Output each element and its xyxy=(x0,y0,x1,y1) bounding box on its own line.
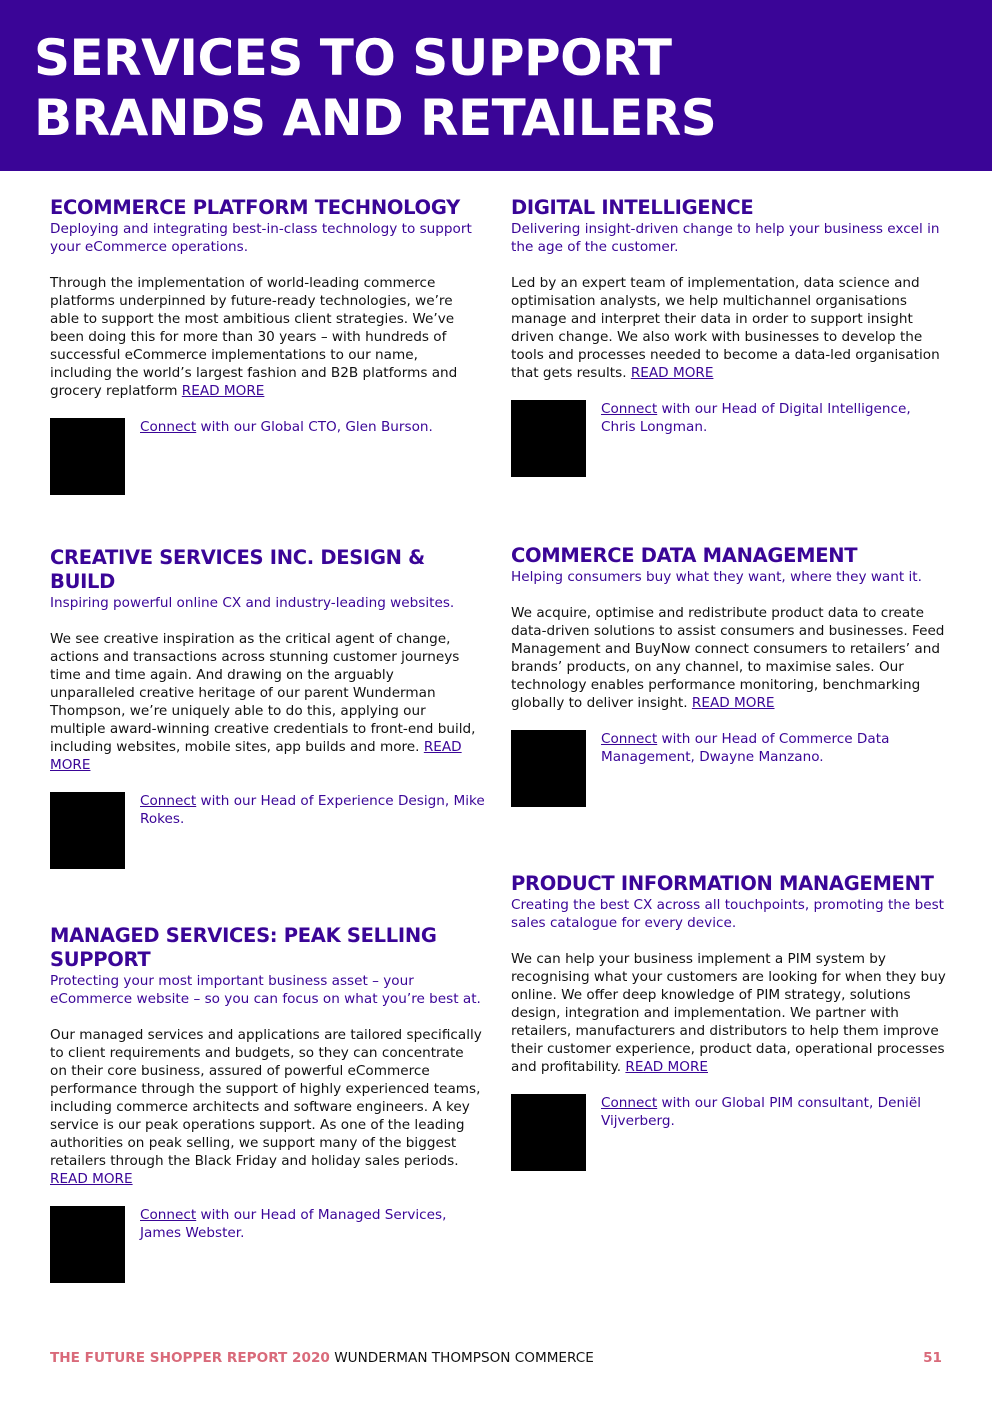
read-more-link[interactable]: READ MORE xyxy=(50,739,462,773)
section-title: ECOMMERCE PLATFORM TECHNOLOGY xyxy=(50,196,460,219)
section-body-text: Our managed services and applications are tailored specifically to client requirements and budgets, so they can concentrate on their core business, assured of powerful eCommerce performance through the support of highly experienced teams, including commerce architects and software engineers. A key service is our peak operations support. As one of the leading authorities on peak selling, we support many of the biggest retailers through the Black Friday and holiday sales periods. xyxy=(50,1027,482,1169)
contact-text xyxy=(601,730,946,766)
section-managed-services xyxy=(50,924,482,1284)
contact-block xyxy=(50,792,485,870)
contact-block xyxy=(50,1206,482,1284)
contact-block xyxy=(50,418,482,496)
contact-details: with our Head of Experience Design, Mike Rokes. xyxy=(140,793,485,827)
contact-text xyxy=(140,418,485,436)
section-product-information-management xyxy=(511,872,947,1172)
section-body xyxy=(511,274,947,382)
section-body xyxy=(50,1026,482,1188)
section-body-text: Led by an expert team of implementation, data science and optimisation analysts, we help multichannel organisations manage and interpret their data in order to support insight driven change. We also work with businesses to develop the tools and processes needed to become a data-led organisation that gets results. xyxy=(511,275,940,381)
section-title: MANAGED SERVICES: PEAK SELLING SUPPORT xyxy=(50,924,437,971)
section-body xyxy=(50,630,482,774)
contact-photo xyxy=(511,400,586,477)
footer-company: WUNDERMAN THOMPSON COMMERCE xyxy=(329,1350,594,1366)
read-more-link[interactable]: READ MORE xyxy=(50,1171,133,1187)
contact-block xyxy=(511,400,947,478)
page-title-line-2: BRANDS AND RETAILERS xyxy=(34,89,717,147)
section-title: PRODUCT INFORMATION MANAGEMENT xyxy=(511,872,934,895)
contact-details: with our Head of Managed Services, James Webster. xyxy=(140,1207,447,1241)
contact-photo xyxy=(511,1094,586,1171)
section-title: COMMERCE DATA MANAGEMENT xyxy=(511,544,858,567)
footer-report-name: THE FUTURE SHOPPER REPORT 2020 xyxy=(50,1350,330,1366)
section-subtitle: Protecting your most important business asset – your eCommerce website – so you can focus on what you’re best at. xyxy=(50,973,481,1007)
contact-block xyxy=(511,1094,947,1172)
connect-link[interactable]: Connect xyxy=(140,419,197,435)
contact-photo xyxy=(511,730,586,807)
connect-link[interactable]: Connect xyxy=(601,731,658,747)
section-title: DIGITAL INTELLIGENCE xyxy=(511,196,754,219)
connect-link[interactable]: Connect xyxy=(140,793,197,809)
read-more-link[interactable]: READ MORE xyxy=(625,1059,708,1075)
contact-text xyxy=(601,1094,946,1130)
section-body xyxy=(50,274,482,400)
page-header xyxy=(0,0,992,171)
section-body-text: Through the implementation of world-leading commerce platforms underpinned by future-ready technologies, we’re able to support the most ambitious client strategies. We’ve been doing this for more than 30 years – with hundreds of successful eCommerce implementations to our name, including the world’s largest fashion and B2B platforms and grocery replatform xyxy=(50,275,458,399)
contact-photo xyxy=(50,418,125,495)
section-title: CREATIVE SERVICES INC. DESIGN & BUILD xyxy=(50,546,425,593)
contact-details: with our Head of Commerce Data Management, Dwayne Manzano. xyxy=(601,731,890,765)
contact-block xyxy=(511,730,947,808)
section-subtitle: Inspiring powerful online CX and industry-leading websites. xyxy=(50,595,455,611)
contact-photo xyxy=(50,792,125,869)
page-number: 51 xyxy=(923,1350,942,1366)
section-body xyxy=(511,950,947,1076)
section-subtitle: Helping consumers buy what they want, where they want it. xyxy=(511,569,922,585)
read-more-link[interactable]: READ MORE xyxy=(691,695,775,711)
page-title-line-1: SERVICES TO SUPPORT xyxy=(34,29,672,87)
section-commerce-data-management xyxy=(511,544,947,808)
section-creative-services xyxy=(50,546,485,870)
section-body xyxy=(511,604,947,712)
section-body-text: We can help your business implement a PIM system by recognising what your customers are looking for when they buy online. We offer deep knowledge of PIM strategy, solutions design, integration and implementation. We partner with retailers, manufacturers and distributors to help them improve their customer experience, product data, operational processes and profitability. xyxy=(511,951,946,1075)
page-footer xyxy=(50,1349,942,1369)
read-more-link[interactable]: READ MORE xyxy=(181,383,265,399)
contact-text xyxy=(601,400,946,436)
section-ecommerce-platform xyxy=(50,196,482,496)
connect-link[interactable]: Connect xyxy=(140,1207,197,1223)
contact-text xyxy=(140,792,485,828)
section-subtitle: Deploying and integrating best-in-class technology to support your eCommerce operations. xyxy=(50,221,472,255)
section-subtitle: Delivering insight-driven change to help your business excel in the age of the customer. xyxy=(511,221,940,255)
section-subtitle: Creating the best CX across all touchpoints, promoting the best sales catalogue for every device. xyxy=(511,897,944,931)
section-body-text: We acquire, optimise and redistribute product data to create data-driven solutions to assist consumers and businesses. Feed Management and BuyNow connect consumers to retailers’ and brands’ products, on any channel, to maximise sales. Our technology enables performance monitoring, benchmarking globally to deliver insight. xyxy=(511,605,945,711)
contact-details: with our Global CTO, Glen Burson. xyxy=(196,419,433,435)
section-body-text: We see creative inspiration as the critical agent of change, actions and transactions across stunning customer journeys time and time again. And drawing on the arguably unparalleled creative heritage of our parent Wunderman Thompson, we’re uniquely able to do this, applying our multiple award-winning creative credentials to front-end build, including websites, mobile sites, app builds and more. xyxy=(50,631,476,755)
contact-details: with our Global PIM consultant, Deniël Vijverberg. xyxy=(601,1095,921,1129)
contact-photo xyxy=(50,1206,125,1283)
section-digital-intelligence xyxy=(511,196,947,478)
connect-link[interactable]: Connect xyxy=(601,401,658,417)
page-title xyxy=(34,28,716,148)
read-more-link[interactable]: READ MORE xyxy=(630,365,714,381)
contact-text xyxy=(140,1206,485,1242)
connect-link[interactable]: Connect xyxy=(601,1095,658,1111)
contact-details: with our Head of Digital Intelligence, Chris Longman. xyxy=(601,401,911,435)
